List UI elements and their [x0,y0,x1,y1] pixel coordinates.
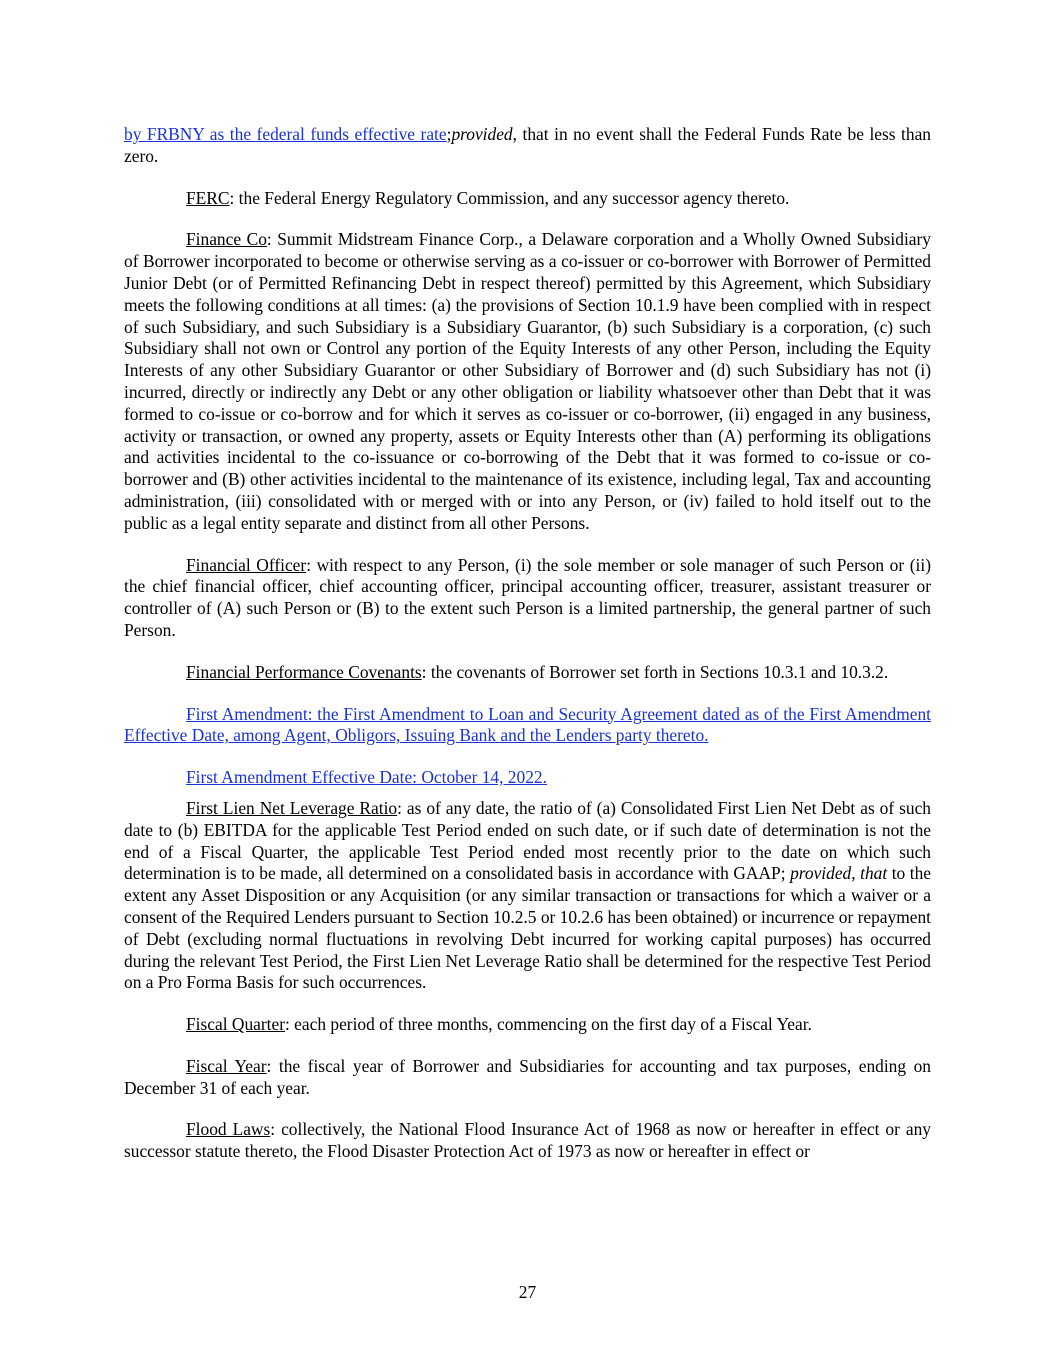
definition-financial-officer [124,555,931,642]
definition-finance-co [124,229,931,534]
definition-text: : Summit Midstream Finance Corp., a Delaware corporation and a Wholly Owned Subsidiary of Borrower incorporated to become or otherwise serving as a co-issuer or co-borrower with Borrower of Permitted Junior Debt (or of Permitted Refinancing Debt in respect thereof) permitted by this Agreement, which Subsidiary meets the following conditions at all times: (a) the provisions of Section 10.1.9 have been complied with in respect of such Subsidiary, and such Subsidiary is a Subsidiary Guarantor, (b) such Subsidiary is a corporation, (c) such Subsidiary shall not own or Control any portion of the Equity Interests of any other Person, including the Equity Interests of any other Subsidiary Guarantor or other Subsidiary of Borrower and (d) such Subsidiary has not (i) incurred, directly or indirectly any Debt or any other obligation or liability whatsoever other than Debt that it was formed to co-issue or co-borrow and for which it serves as co-issuer or co-borrower, (ii) engaged in any business, activity or transaction, or owned any property, assets or Equity Interests other than (A) performing its obligations and activities incidental to the co-issuance or co-borrowing of the Debt that it was formed to co-issue or co-borrower and (B) other activities incidental to the maintenance of its existence, including legal, Tax and accounting administration, (iii) consolidated with or merged with or into any Person, or (iv) failed to hold itself out to the public as a legal entity separate and distinct from all other Persons. [124,229,931,533]
definition-first-amendment-effective-date [124,767,931,789]
page-number: 27 [518,1282,537,1302]
definition-first-amendment [124,704,931,748]
defined-term: First Lien Net Leverage Ratio [186,797,398,818]
defined-term: Financial Performance Covenants [186,661,422,682]
definition-text: to the extent any Asset Disposition or any Acquisition (or any similar transaction or transactions for which a waiver or a consent of the Required Lenders pursuant to Section 10.2.5 or 10.2.6 has been obtained) or incurrence or repayment of Debt (excluding normal fluctuations in revolving Debt incurred for working capital purposes) has occurred during the relevant Test Period, the First Lien Net Leverage Ratio shall be determined for the respective Test Period on a Pro Forma Basis for such occurrences. [124,863,932,993]
definition-text: ; [446,124,452,144]
defined-term: Fiscal Year [186,1055,267,1076]
inserted-text: by FRBNY as the federal funds effective rate [124,124,447,144]
definition-fiscal-year [124,1056,931,1100]
definition-text: : the covenants of Borrower set forth in Sections 10.3.1 and 10.3.2. [421,661,889,682]
definition-text: , that in no event shall the Federal Funds Rate be less than zero. [124,124,931,166]
definition-text: : each period of three months, commencing on the first day of a Fiscal Year. [285,1014,812,1035]
definition-first-lien-net-leverage-ratio [124,798,931,994]
definition-federal-funds-rate-continued [124,124,931,168]
defined-term: Financial Officer [186,554,307,575]
definition-text: : the fiscal year of Borrower and Subsidiaries for accounting and tax purposes, ending on December 31 of each year. [124,1055,931,1098]
definition-text: : the Federal Energy Regulatory Commission, and any successor agency thereto. [229,187,790,208]
definition-financial-performance-covenants [124,662,931,684]
italic-term: provided [790,863,852,884]
definition-ferc [124,188,931,210]
definition-text: : as of any date, the ratio of (a) Consolidated First Lien Net Debt as of such date to (b) EBITDA for the applicable Test Period ended on such date, or if such date of determination is not the end of a Fiscal Quarter, the applicable Test Period ended most recently prior to the date on which such determination is to be made, all determined on a consolidated basis in accordance with GAAP; [124,797,932,884]
italic-term: that [860,863,888,884]
italic-term: provided [451,124,513,144]
inserted-text: First Amendment: the First Amendment to Loan and Security Agreement dated as of the First Amendment Effective Date, among Agent, Obligors, Issuing Bank and the Lenders party thereto. [124,703,931,746]
document-page [124,124,931,1183]
defined-term: Fiscal Quarter [186,1014,285,1035]
defined-term: Flood Laws [186,1119,271,1140]
definition-text: : with respect to any Person, (i) the sole member or sole manager of such Person or (ii) the chief financial officer, chief accounting officer, principal accounting officer, treasurer, assistant treasurer or controller of (A) such Person or (B) to the extent such Person is a limited partnership, the general partner of such Person. [124,554,931,640]
inserted-text: First Amendment Effective Date: October 14, 2022. [186,767,547,788]
definition-text: , [851,863,861,884]
definition-fiscal-quarter [124,1014,931,1036]
definition-flood-laws [124,1119,931,1163]
defined-term: FERC [186,187,230,208]
definition-text: : collectively, the National Flood Insurance Act of 1968 as now or hereafter in effect or any successor statute thereto, the Flood Disaster Protection Act of 1973 as now or hereafter in effect or [124,1119,931,1162]
defined-term: Finance Co [186,229,267,250]
